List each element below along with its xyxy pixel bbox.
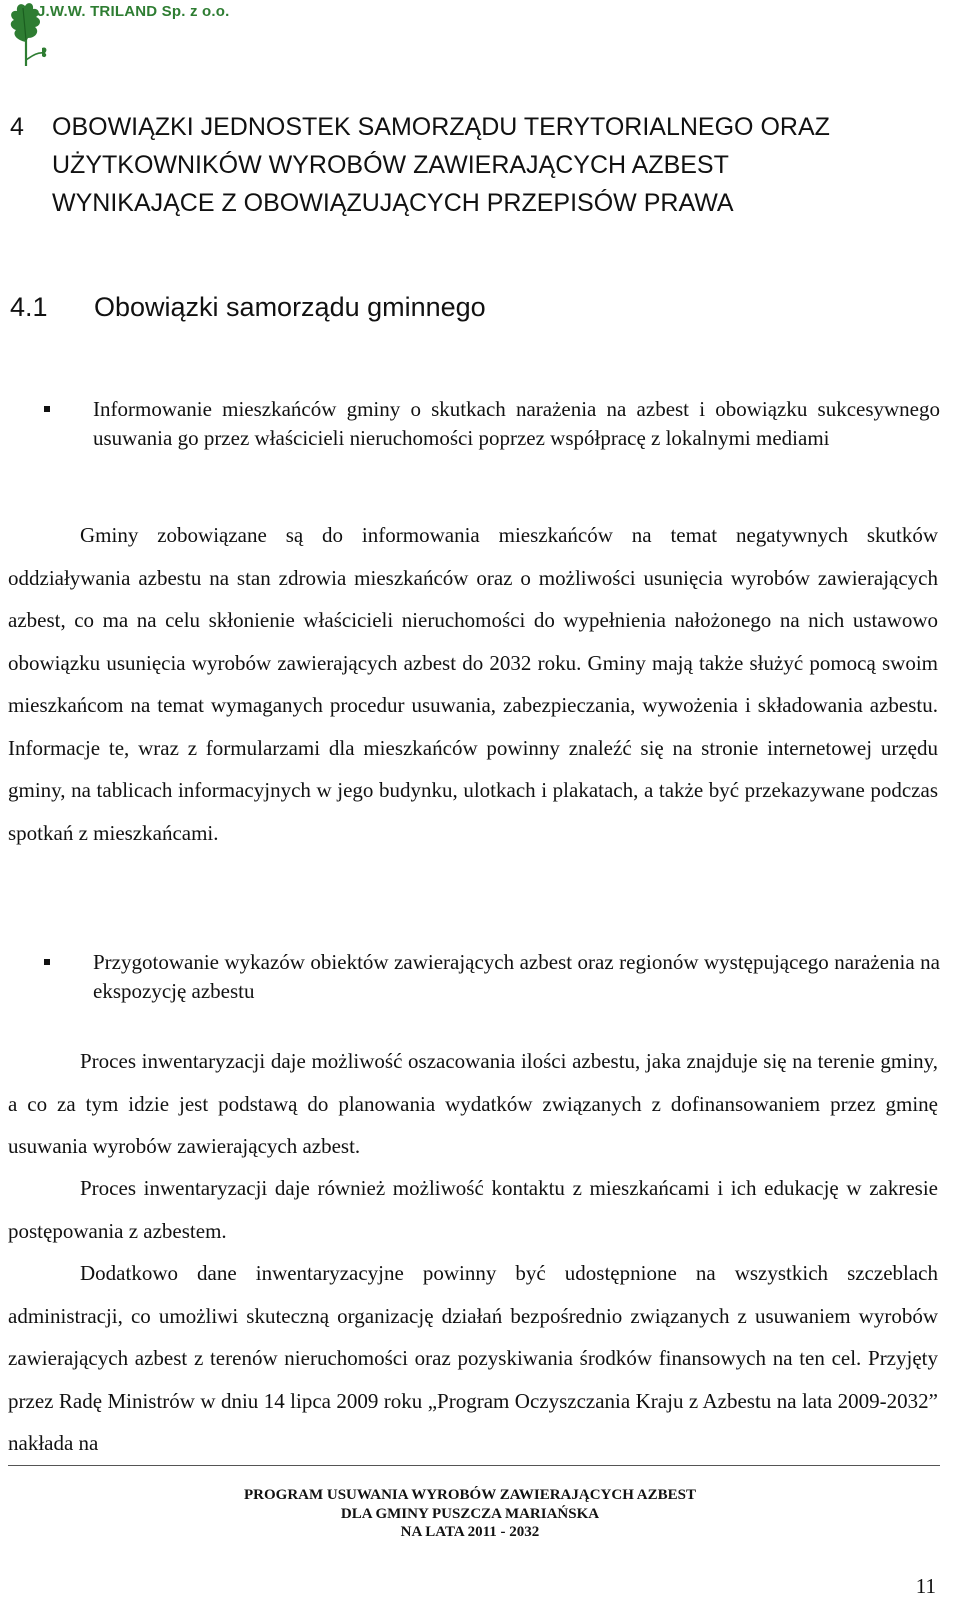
page-footer	[170, 1486, 770, 1542]
chapter-title-line-1: OBOWIĄZKI JEDNOSTEK SAMORZĄDU TERYTORIALNEGO ORAZ	[52, 113, 830, 141]
footer-divider	[8, 1465, 940, 1466]
bullet-item	[44, 948, 940, 1006]
bullet-item	[44, 395, 940, 453]
footer-line-2: DLA GMINY PUSZCZA MARIAŃSKA	[340, 1505, 600, 1522]
chapter-heading	[10, 108, 940, 222]
square-bullet-icon	[44, 406, 50, 412]
square-bullet-icon	[44, 959, 50, 965]
section-heading	[10, 292, 486, 323]
page-header	[0, 0, 960, 70]
chapter-title-line-3: WYNIKAJĄCE Z OBOWIĄZUJĄCYCH PRZEPISÓW PRAWA	[52, 189, 734, 217]
bullet-text: Informowanie mieszkańców gminy o skutkach narażenia na azbest i obowiązku sukcesywnego usuwania go przez właścicieli nieruchomości poprzez współpracę z lokalnymi mediami	[93, 397, 940, 450]
footer-line-1: PROGRAM USUWANIA WYROBÓW ZAWIERAJĄCYCH AZBEST	[243, 1487, 696, 1503]
paragraph: Dodatkowo dane inwentaryzacyjne powinny być udostępnione na wszystkich szczeblach administracji, co umożliwi skuteczną organizację działań bezpośrednio związanych z usuwaniem wyrobów zawierających azbest z terenów nieruchomości oraz pozyskiwania środków finansowych na ten cel. Przyjęty przez Radę Ministrów w dniu 14 lipca 2009 roku „Program Oczyszczania Kraju z Azbestu na lata 2009-2032” nakłada na	[8, 1261, 938, 1455]
paragraph: Proces inwentaryzacji daje możliwość oszacowania ilości azbestu, jaka znajduje się na terenie gminy, a co za tym idzie jest podstawą do planowania wydatków związanych z dofinansowaniem przez gminę usuwania wyrobów zawierających azbest.	[8, 1049, 938, 1158]
section-number: 4.1	[10, 292, 48, 322]
paragraph: Proces inwentaryzacji daje również możliwość kontaktu z mieszkańcami i ich edukację w zakresie postępowania z azbestem.	[8, 1176, 938, 1243]
chapter-title-line-2: UŻYTKOWNIKÓW WYROBÓW ZAWIERAJĄCYCH AZBEST	[52, 151, 729, 179]
section-title: Obowiązki samorządu gminnego	[94, 292, 486, 322]
bullet-text: Przygotowanie wykazów obiektów zawierających azbest oraz regionów występującego narażenia na ekspozycję azbestu	[93, 950, 940, 1003]
company-name: J.W.W. TRILAND Sp. z o.o.	[37, 3, 230, 20]
chapter-number: 4	[10, 113, 24, 141]
footer-line-3: NA LATA 2011 - 2032	[400, 1524, 540, 1540]
chapter-heading-line-1	[10, 108, 940, 146]
paragraph: Gminy zobowiązane są do informowania mieszkańców na temat negatywnych skutków oddziaływania azbestu na stan zdrowia mieszkańców oraz o możliwości usunięcia wyrobów zawierających azbest, co ma na celu skłonienie właścicieli nieruchomości do wypełnienia nałożonego na nich ustawowo obowiązku usunięcia wyrobów zawierających azbest do 2032 roku. Gminy mają także służyć pomocą swoim mieszkańcom na temat wymaganych procedur usuwania, zabezpieczania, wywożenia i składowania azbestu. Informacje te, wraz z formularzami dla mieszkańców powinny znaleźć się na stronie internetowej urzędu gminy, na tablicach informacyjnych w jego budynku, ulotkach i plakatach, a także być przekazywane podczas spotkań z mieszkańcami.	[8, 523, 938, 845]
page-number: 11	[915, 1574, 936, 1598]
